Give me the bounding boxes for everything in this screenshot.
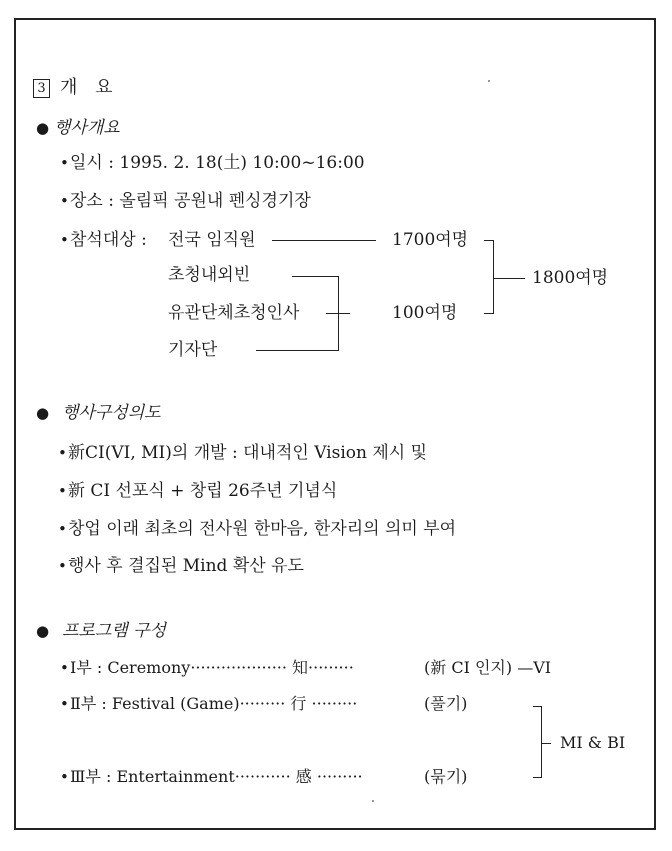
intent-item: 창업 이래 최초의 전사원 한마음, 한자리의 의미 부여	[68, 519, 457, 539]
bullet-icon: ●	[36, 119, 50, 137]
heading-event-overview: 행사개요	[54, 118, 120, 138]
count-guests: 100여명	[392, 303, 458, 323]
bullet-icon: •	[60, 768, 69, 786]
bracket-line	[541, 743, 551, 744]
attendee-group-guests: 초청내외빈	[168, 265, 251, 285]
bullet-icon: •	[58, 444, 67, 462]
connector-line	[292, 276, 339, 277]
program-part-2: Ⅱ부 : Festival (Game)········· 行 ·········	[70, 694, 358, 713]
intent-item: 新CI(VI, MI)의 개발 : 대내적인 Vision 제시 및	[68, 443, 428, 463]
heading-program: 프로그램 구성	[62, 621, 166, 641]
section-number-box: 3	[33, 79, 50, 98]
attendee-group-organizations: 유관단체초청인사	[168, 303, 300, 323]
section-title: 개 요	[60, 77, 119, 98]
bracket-line	[493, 278, 525, 279]
attendee-group-staff: 전국 임직원	[168, 230, 256, 250]
bullet-icon: •	[58, 520, 67, 538]
bullet-icon: •	[60, 695, 69, 713]
program-part-3: Ⅲ부 : Entertainment··········· 感 ·········	[70, 767, 363, 786]
bullet-icon: •	[58, 557, 67, 575]
speck-mark	[372, 800, 374, 802]
attendees-label: 참석대상 :	[70, 230, 147, 250]
intent-item: 新 CI 선포식 + 창립 26주년 기념식	[68, 481, 338, 501]
bullet-icon: ●	[36, 622, 50, 640]
connector-line	[256, 350, 339, 351]
connector-line	[326, 313, 350, 314]
attendee-group-press: 기자단	[168, 340, 218, 360]
speck-mark	[488, 80, 490, 82]
bracket-line	[493, 240, 494, 314]
bracket-line	[484, 313, 494, 314]
bullet-icon: •	[60, 192, 69, 210]
connector-line	[272, 240, 376, 241]
program-group-label: MI & BI	[560, 733, 626, 752]
program-part-2-note: (풀기)	[424, 694, 468, 713]
event-datetime: 일시 : 1995. 2. 18(土) 10:00~16:00	[70, 153, 365, 173]
intent-item: 행사 후 결집된 Mind 확산 유도	[68, 556, 304, 576]
bullet-icon: •	[60, 154, 69, 172]
count-staff: 1700여명	[392, 230, 469, 250]
count-total: 1800여명	[532, 268, 609, 288]
program-part-3-note: (묶기)	[424, 767, 468, 786]
heading-event-intent: 행사구성의도	[62, 403, 161, 423]
program-part-1: Ⅰ부 : Ceremony··················· 知·········	[70, 658, 354, 677]
bullet-icon: •	[58, 482, 67, 500]
bullet-icon: ●	[36, 404, 50, 422]
bracket-line	[533, 777, 542, 778]
event-venue: 장소 : 올림픽 공원내 펜싱경기장	[70, 191, 311, 211]
bracket-line	[484, 240, 493, 241]
bracket-line	[541, 706, 542, 778]
bullet-icon: •	[60, 231, 69, 249]
program-part-1-note: (新 CI 인지) —VI	[424, 658, 552, 677]
bullet-icon: •	[60, 659, 69, 677]
